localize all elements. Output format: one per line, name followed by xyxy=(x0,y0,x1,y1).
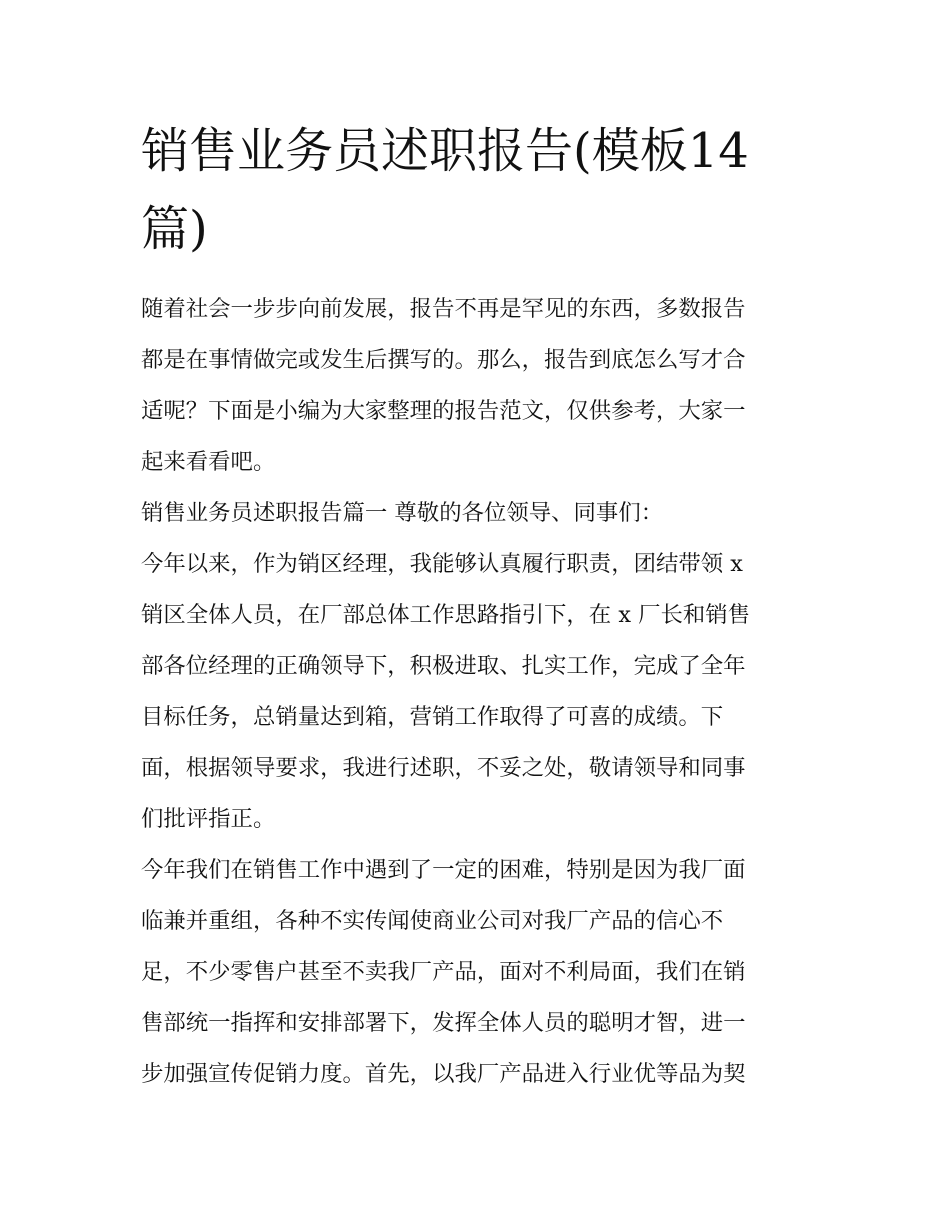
title-line: 篇) xyxy=(141,201,208,257)
text-line: 适呢？下面是小编为大家整理的报告范文，仅供参考，大家一 xyxy=(141,398,746,424)
text-line: 临兼并重组，各种不实传闻使商业公司对我厂产品的信心不 xyxy=(141,908,724,934)
text-line: 们批评指正。 xyxy=(141,806,276,832)
text-line: 都是在事情做完或发生后撰写的。那么，报告到底怎么写才合 xyxy=(141,347,746,373)
text-line: 起来看看吧。 xyxy=(141,449,276,475)
text-line: 销售业务员述职报告篇一 尊敬的各位领导、同事们： xyxy=(141,500,664,526)
text-line: 售部统一指挥和安排部署下，发挥全体人员的聪明才智，进一 xyxy=(141,1010,746,1036)
text-line: 随着社会一步步向前发展，报告不再是罕见的东西，多数报告 xyxy=(141,296,746,322)
text-line: 面，根据领导要求，我进行述职，不妥之处，敬请领导和同事 xyxy=(141,755,746,781)
text-line: 目标任务，总销量达到箱，营销工作取得了可喜的成绩。下 xyxy=(141,704,724,730)
document-content xyxy=(141,112,813,1100)
document-title xyxy=(141,112,813,268)
body-paragraph xyxy=(141,539,813,845)
body-paragraph xyxy=(141,845,813,1100)
text-line: 足，不少零售户甚至不卖我厂产品，面对不利局面，我们在销 xyxy=(141,959,746,985)
text-line: 销区全体人员，在厂部总体工作思路指引下，在 x 厂长和销售 xyxy=(141,602,751,628)
text-line: 步加强宣传促销力度。首先，以我厂产品进入行业优等品为契 xyxy=(141,1061,746,1087)
text-line: 今年我们在销售工作中遇到了一定的困难，特别是因为我厂面 xyxy=(141,857,746,883)
document-body xyxy=(141,284,813,1100)
section-heading-paragraph xyxy=(141,488,813,539)
text-line: 部各位经理的正确领导下，积极进取、扎实工作，完成了全年 xyxy=(141,653,746,679)
text-line: 今年以来，作为销区经理，我能够认真履行职责，团结带领 x xyxy=(141,551,743,577)
title-line: 销售业务员述职报告(模板14 xyxy=(141,123,749,179)
intro-paragraph xyxy=(141,284,813,488)
